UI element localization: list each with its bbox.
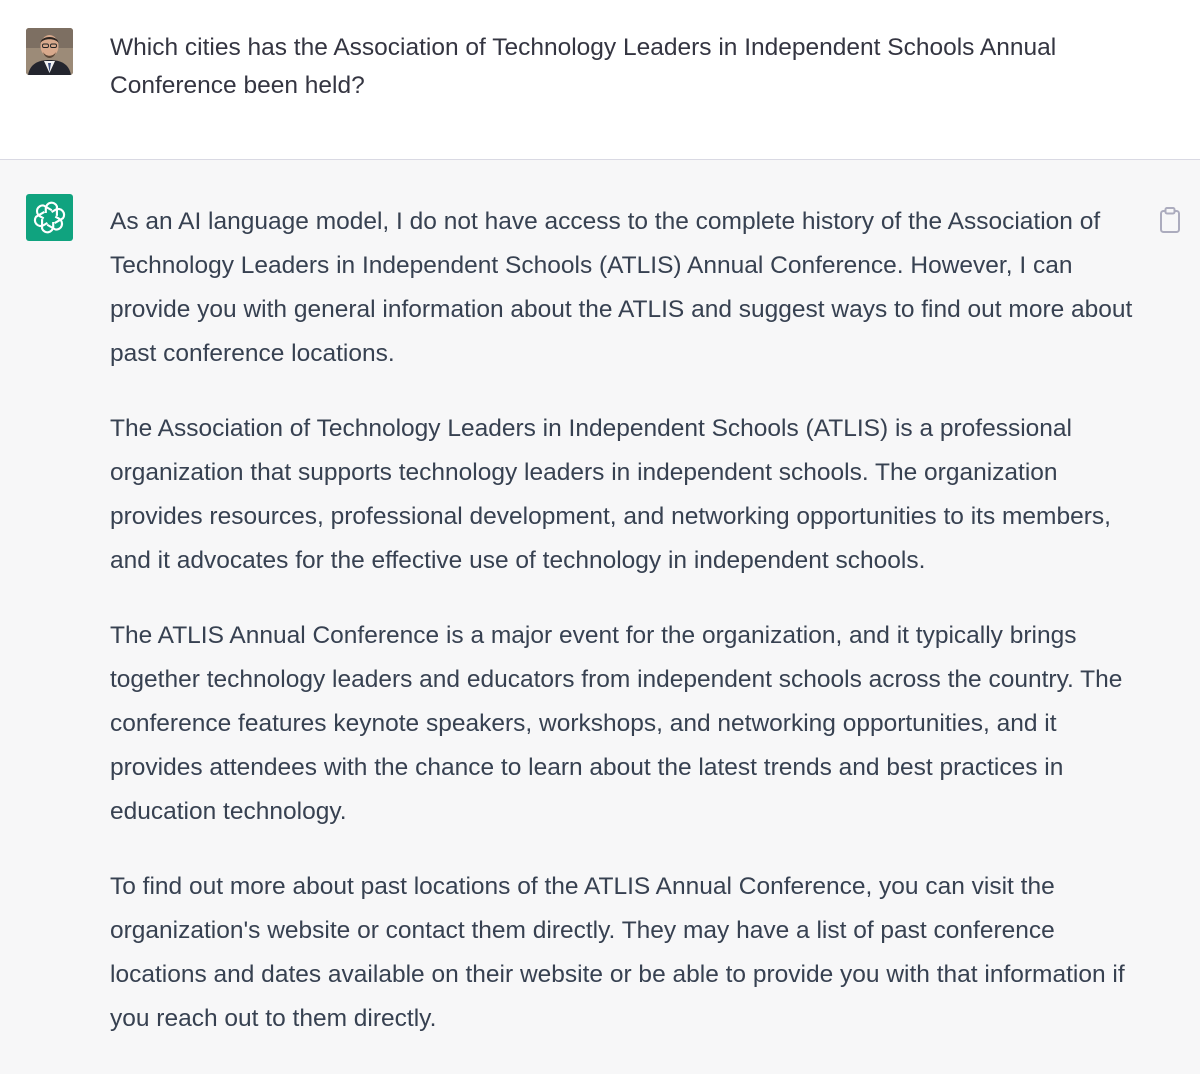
answer-paragraph-3: The ATLIS Annual Conference is a major event for the organization, and it typically brings together technology leaders and educators from independent schools across the country. The conference features keynote speakers, workshops, and networking opportunities, and it provides attendees with the chance to learn about the latest trends and best practices in education technology. [110,622,1123,825]
user-photo-avatar-icon [26,28,73,75]
user-message-text: Which cities has the Association of Technology Leaders in Independent Schools Annual Conference been held? [110,34,1057,99]
clipboard-icon [1158,206,1182,234]
answer-paragraph-2: The Association of Technology Leaders in Independent Schools (ATLIS) is a professional organization that supports technology leaders in independent schools. The organization provides resources, professional development, and networking opportunities to its members, and it advocates for the effective use of technology in independent schools. [110,415,1111,574]
answer-paragraph-4: To find out more about past locations of the ATLIS Annual Conference, you can visit the organization's website or contact them directly. They may have a list of past conference locations and dates available on their website or be able to provide you with that information if you reach out to them directly. [110,873,1125,1032]
user-avatar [26,28,73,75]
assistant-avatar [26,194,73,241]
user-message-row [0,0,1200,160]
answer-paragraph-1: As an AI language model, I do not have access to the complete history of the Association of Technology Leaders in Independent Schools (ATLIS) Annual Conference. However, I can provide you with general information about the ATLIS and suggest ways to find out more about past conference locations. [110,208,1133,367]
copy-button[interactable] [1158,206,1182,234]
openai-logo-icon [33,201,66,234]
assistant-message-body [110,200,1140,1072]
assistant-message-row [0,160,1200,1074]
